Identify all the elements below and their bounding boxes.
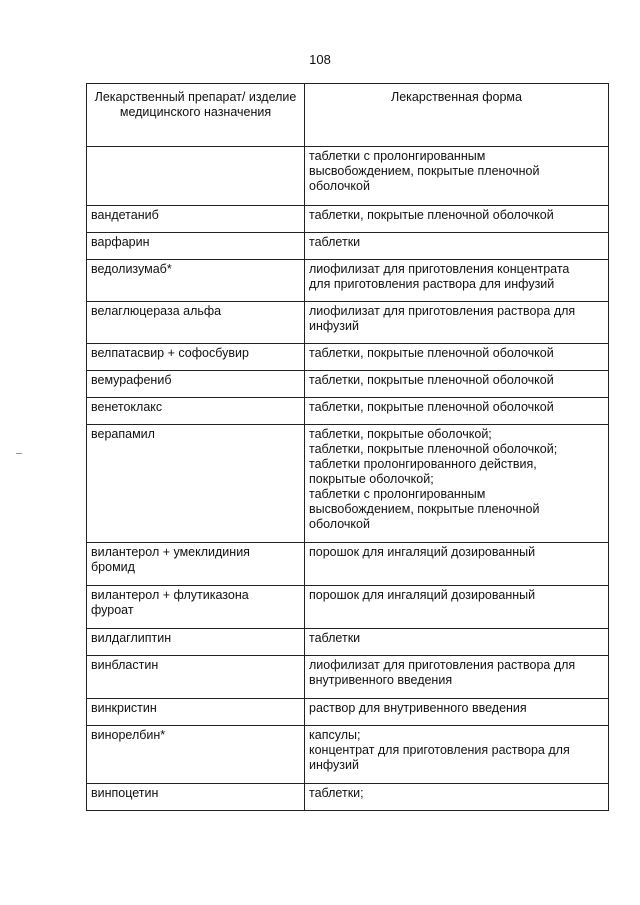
- table-row: [87, 233, 609, 260]
- dosage-form-line: оболочкой: [309, 517, 370, 531]
- drug-name-cell: [87, 629, 305, 656]
- page-number: 108: [309, 52, 331, 67]
- dosage-form-cell: [305, 344, 609, 371]
- dosage-form-cell: [305, 699, 609, 726]
- dosage-form-line: высвобождением, покрытые пленочной: [309, 164, 540, 178]
- table-body: [87, 147, 609, 811]
- dosage-form-cell: [305, 656, 609, 699]
- dosage-form-line: таблетки: [309, 235, 361, 249]
- table-row: [87, 726, 609, 784]
- dosage-form-line: таблетки, покрытые пленочной оболочкой: [309, 400, 554, 414]
- drug-name-line: венетоклакс: [91, 400, 163, 414]
- table-row: [87, 206, 609, 233]
- dosage-form-line: раствор для внутривенного введения: [309, 701, 527, 715]
- drug-name-line: винкристин: [91, 701, 157, 715]
- dosage-form-line: таблетки: [309, 631, 361, 645]
- dosage-form-cell: [305, 260, 609, 302]
- dosage-form-cell: [305, 629, 609, 656]
- dosage-form-line: таблетки с пролонгированным: [309, 149, 486, 163]
- drug-name-line: вандетаниб: [91, 208, 159, 222]
- drug-name-cell: [87, 206, 305, 233]
- table-row: [87, 699, 609, 726]
- table-row: [87, 543, 609, 586]
- dosage-form-cell: [305, 726, 609, 784]
- dosage-form-line: лиофилизат для приготовления раствора для: [309, 304, 576, 318]
- drug-name-line: винорелбин*: [91, 728, 166, 742]
- drug-name-line: вилдаглиптин: [91, 631, 172, 645]
- dosage-form-cell: [305, 398, 609, 425]
- dosage-form-line: таблетки, покрытые пленочной оболочкой: [309, 373, 554, 387]
- dosage-form-line: порошок для ингаляций дозированный: [309, 545, 536, 559]
- table-row: [87, 784, 609, 811]
- drug-name-line: верапамил: [91, 427, 155, 441]
- drug-name-line: винбластин: [91, 658, 159, 672]
- dosage-form-line: таблетки, покрытые пленочной оболочкой: [309, 346, 554, 360]
- dosage-form-cell: [305, 371, 609, 398]
- header-line: изделие медицинского: [119, 90, 297, 119]
- dosage-form-line: лиофилизат для приготовления концентрата: [309, 262, 570, 276]
- dosage-form-line: таблетки пролонгированного действия,: [309, 457, 537, 471]
- dosage-form-cell: [305, 233, 609, 260]
- header-line: Лекарственная форма: [391, 90, 522, 104]
- drug-name-line: вемурафениб: [91, 373, 172, 387]
- dosage-form-line: капсулы;: [309, 728, 361, 742]
- dosage-form-cell: [305, 543, 609, 586]
- dosage-form-line: таблетки с пролонгированным: [309, 487, 486, 501]
- drug-name-line: бромид: [91, 560, 135, 574]
- dosage-form-cell: [305, 586, 609, 629]
- dosage-form-cell: [305, 302, 609, 344]
- dosage-form-line: таблетки, покрытые пленочной оболочкой;: [309, 442, 558, 456]
- dosage-form-line: порошок для ингаляций дозированный: [309, 588, 536, 602]
- dosage-form-line: высвобождением, покрытые пленочной: [309, 502, 540, 516]
- table-row: [87, 656, 609, 699]
- dosage-form-line: инфузий: [309, 319, 359, 333]
- drug-table: [86, 83, 609, 811]
- table-row: [87, 302, 609, 344]
- table-row: [87, 425, 609, 543]
- drug-name-line: ведолизумаб*: [91, 262, 172, 276]
- dosage-form-cell: [305, 147, 609, 206]
- drug-name-line: фуроат: [91, 603, 134, 617]
- header-form: [305, 84, 609, 147]
- drug-name-line: велаглюцераза альфа: [91, 304, 222, 318]
- table-row: [87, 586, 609, 629]
- dosage-form-line: инфузий: [309, 758, 359, 772]
- table-row: [87, 344, 609, 371]
- drug-name-line: варфарин: [91, 235, 150, 249]
- dosage-form-line: таблетки, покрытые пленочной оболочкой: [309, 208, 554, 222]
- dosage-form-cell: [305, 784, 609, 811]
- table-row: [87, 398, 609, 425]
- dosage-form-line: внутривенного введения: [309, 673, 453, 687]
- drug-name-cell: [87, 425, 305, 543]
- dosage-form-line: таблетки;: [309, 786, 364, 800]
- drug-name-cell: [87, 302, 305, 344]
- drug-name-cell: [87, 699, 305, 726]
- dosage-form-line: концентрат для приготовления раствора для: [309, 743, 570, 757]
- drug-name-cell: [87, 233, 305, 260]
- table-row: [87, 260, 609, 302]
- drug-name-cell: [87, 260, 305, 302]
- drug-name-line: велпатасвир + софосбувир: [91, 346, 249, 360]
- drug-name-line: вилантерол + умеклидиния: [91, 545, 250, 559]
- dosage-form-line: покрытые оболочкой;: [309, 472, 434, 486]
- header-line: Лекарственный препарат/: [94, 90, 246, 104]
- drug-name-cell: [87, 147, 305, 206]
- table-header-row: [87, 84, 609, 147]
- drug-name-cell: [87, 543, 305, 586]
- table-row: [87, 371, 609, 398]
- table-row: [87, 629, 609, 656]
- drug-name-cell: [87, 586, 305, 629]
- drug-name-cell: [87, 398, 305, 425]
- dosage-form-line: таблетки, покрытые оболочкой;: [309, 427, 492, 441]
- drug-name-line: винпоцетин: [91, 786, 159, 800]
- dosage-form-line: лиофилизат для приготовления раствора для: [309, 658, 576, 672]
- drug-name-cell: [87, 656, 305, 699]
- table-row: [87, 147, 609, 206]
- drug-name-cell: [87, 726, 305, 784]
- dosage-form-cell: [305, 206, 609, 233]
- header-drug: [87, 84, 305, 147]
- drug-name-cell: [87, 371, 305, 398]
- dosage-form-line: оболочкой: [309, 179, 370, 193]
- drug-name-cell: [87, 344, 305, 371]
- margin-mark: [16, 453, 22, 454]
- dosage-form-line: для приготовления раствора для инфузий: [309, 277, 555, 291]
- header-line: назначения: [203, 105, 272, 119]
- dosage-form-cell: [305, 425, 609, 543]
- drug-name-cell: [87, 784, 305, 811]
- drug-name-line: вилантерол + флутиказона: [91, 588, 249, 602]
